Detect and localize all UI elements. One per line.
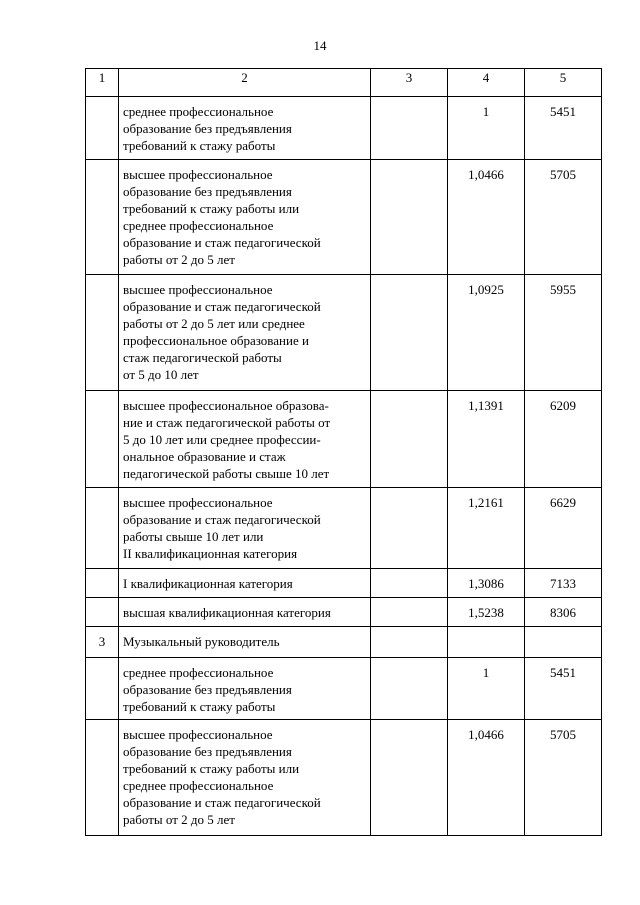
table-header-row <box>86 69 602 97</box>
description-cell <box>119 569 371 598</box>
description-cell <box>119 627 371 658</box>
description-line: образование и стаж педагогической <box>123 795 321 810</box>
coefficient-cell: 1,3086 <box>448 569 525 598</box>
coefficient-cell <box>448 627 525 658</box>
description-line: работы от 2 до 5 лет <box>123 812 235 827</box>
table-row <box>86 720 602 836</box>
description-line: педагогической работы свыше 10 лет <box>123 466 330 481</box>
row-number-cell <box>86 160 119 275</box>
description-line: среднее профессиональное <box>123 778 274 793</box>
salary-cell: 5451 <box>525 658 602 720</box>
table-row <box>86 658 602 720</box>
column-header-5: 5 <box>525 69 602 97</box>
description-line: II квалификационная категория <box>123 546 298 561</box>
column-header-4: 4 <box>448 69 525 97</box>
description-cell <box>119 658 371 720</box>
description-line: 5 до 10 лет или среднее профессии- <box>123 432 321 447</box>
salary-cell: 5451 <box>525 97 602 160</box>
description-line: высшее профессиональное <box>123 282 273 297</box>
column-header-3: 3 <box>371 69 448 97</box>
description-line: требований к стажу работы или <box>123 761 300 776</box>
salary-cell: 5705 <box>525 160 602 275</box>
row-number-cell <box>86 720 119 836</box>
salary-cell: 5955 <box>525 275 602 391</box>
description-cell <box>119 97 371 160</box>
table-row <box>86 598 602 627</box>
description-cell <box>119 275 371 391</box>
description-line: образование и стаж педагогической <box>123 235 321 250</box>
column-3-cell <box>371 275 448 391</box>
row-number-cell <box>86 275 119 391</box>
description-line: образование и стаж педагогической <box>123 299 321 314</box>
description-line: среднее профессиональное <box>123 104 274 119</box>
row-number-cell <box>86 569 119 598</box>
coefficient-cell: 1,0925 <box>448 275 525 391</box>
salary-cell <box>525 627 602 658</box>
description-line: стаж педагогической работы <box>123 350 282 365</box>
description-line: работы от 2 до 5 лет или среднее <box>123 316 305 331</box>
salary-cell: 5705 <box>525 720 602 836</box>
table-row <box>86 391 602 488</box>
salary-cell: 8306 <box>525 598 602 627</box>
row-number-cell <box>86 488 119 569</box>
salary-cell: 7133 <box>525 569 602 598</box>
description-line: среднее профессиональное <box>123 665 274 680</box>
column-3-cell <box>371 391 448 488</box>
salary-table <box>85 68 602 836</box>
description-line: высшее профессиональное образова- <box>123 398 329 413</box>
description-line: образование без предъявления <box>123 744 292 759</box>
column-3-cell <box>371 160 448 275</box>
description-line: ние и стаж педагогической работы от <box>123 415 331 430</box>
description-cell <box>119 720 371 836</box>
description-line: высшее профессиональное <box>123 727 273 742</box>
description-line: профессиональное образование и <box>123 333 309 348</box>
row-number-cell <box>86 391 119 488</box>
coefficient-cell: 1,1391 <box>448 391 525 488</box>
description-line: образование без предъявления <box>123 682 292 697</box>
coefficient-cell: 1,2161 <box>448 488 525 569</box>
row-number-cell <box>86 97 119 160</box>
table-row <box>86 97 602 160</box>
column-header-2: 2 <box>119 69 371 97</box>
description-line: требований к стажу работы или <box>123 201 300 216</box>
coefficient-cell: 1,0466 <box>448 160 525 275</box>
description-line: образование и стаж педагогической <box>123 512 321 527</box>
description-line: от 5 до 10 лет <box>123 367 199 382</box>
table-row <box>86 488 602 569</box>
description-line: высшее профессиональное <box>123 495 273 510</box>
description-line: среднее профессиональное <box>123 218 274 233</box>
description-line: ональное образование и стаж <box>123 449 286 464</box>
column-3-cell <box>371 97 448 160</box>
salary-cell: 6629 <box>525 488 602 569</box>
description-line: образование без предъявления <box>123 121 292 136</box>
description-line: требований к стажу работы <box>123 699 276 714</box>
description-line: высшее профессиональное <box>123 167 273 182</box>
table-row <box>86 627 602 658</box>
coefficient-cell: 1,0466 <box>448 720 525 836</box>
description-line: образование без предъявления <box>123 184 292 199</box>
description-line: требований к стажу работы <box>123 138 276 153</box>
coefficient-cell: 1 <box>448 658 525 720</box>
column-3-cell <box>371 598 448 627</box>
column-3-cell <box>371 627 448 658</box>
row-number-cell: 3 <box>86 627 119 658</box>
column-3-cell <box>371 658 448 720</box>
page-number: 14 <box>313 38 327 53</box>
row-number-cell <box>86 658 119 720</box>
description-cell <box>119 488 371 569</box>
column-3-cell <box>371 488 448 569</box>
description-cell <box>119 598 371 627</box>
coefficient-cell: 1 <box>448 97 525 160</box>
description-cell <box>119 160 371 275</box>
salary-cell: 6209 <box>525 391 602 488</box>
table-row <box>86 569 602 598</box>
table-row <box>86 275 602 391</box>
description-line: I квалификационная категория <box>123 576 293 591</box>
description-line: работы свыше 10 лет или <box>123 529 264 544</box>
row-number-cell <box>86 598 119 627</box>
column-3-cell <box>371 569 448 598</box>
column-3-cell <box>371 720 448 836</box>
description-line: работы от 2 до 5 лет <box>123 252 235 267</box>
coefficient-cell: 1,5238 <box>448 598 525 627</box>
column-header-1: 1 <box>86 69 119 97</box>
description-cell <box>119 391 371 488</box>
table-row <box>86 160 602 275</box>
description-line: высшая квалификационная категория <box>123 605 331 620</box>
description-line: Музыкальный руководитель <box>123 634 280 649</box>
